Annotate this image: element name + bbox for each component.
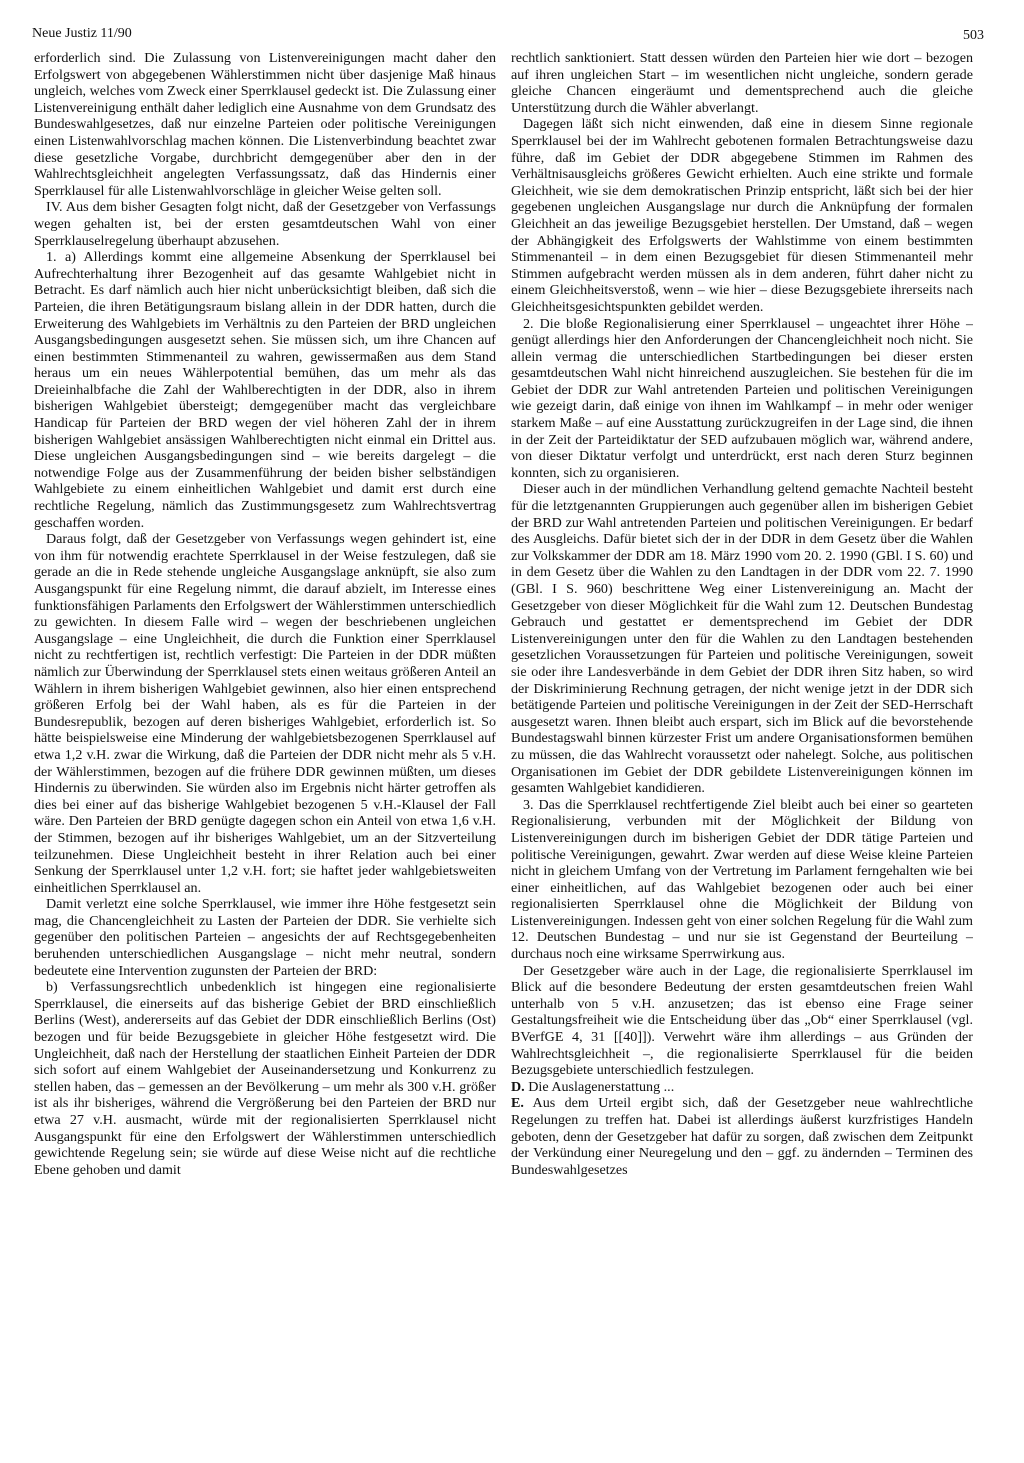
paragraph: 3. Das die Sperrklausel rechtfertigende Ziel bleibt auch bei einer so gearteten Regionalisierung, verbunden mit der Möglichkeit der Bildung von Listenvereinigungen durch im bisherigen Gebiet der DDR tätige Parteien und politische Vereinigungen, gewahrt. Zwar werden auf diese Weise kleine Parteien nicht in gleichem Umfang von der Vertretung im Parlament ferngehalten wie bei einer einheitlichen, auf das Wahlgebiet bezogenen oder auch bei einer regionalisierten Sperrklausel ohne die Möglichkeit der Bildung von Listenvereinigungen. Indessen geht von einer solchen Regelung für die Wahl zum 12. Deutschen Bundestag – und nur sie ist Gegenstand der Beurteilung – durchaus noch eine wirksame Sperrwirkung aus. xyxy=(511,796,973,963)
section-e xyxy=(511,1095,973,1178)
paragraph: Daraus folgt, daß der Gesetzgeber von Verfassungs wegen gehindert ist, eine von ihm für notwendig erachtete Sperrklausel in der Weise festzulegen, daß sie gerade an die in Rede stehende ungleiche Ausgangslage anknüpft, sie also zum Ausgangspunkt für eine Regelung nimmt, die darauf abzielt, im Interesse eines funktionsfähigen Parlaments den Erfolgswert der Wählerstimmen unterschiedlich zu gewichten. In diesem Falle wird – wegen der beschriebenen ungleichen Ausgangslage – eine Ungleichheit, die durch die Funktion einer Sperrklausel nicht zu rechtfertigen ist, rechtlich verfestigt: Die Parteien in der DDR müßten nämlich zur Überwindung der Sperrklausel stets einen weitaus größeren Anteil an Wählern in ihrem bisherigen Wahlgebiet gewinnen, also hier einen entsprechend größeren Erfolg bei der Wahl haben, als es für die Parteien in der Bundesrepublik, bezogen auf deren bisheriges Wahlgebiet, erforderlich ist. So hätte beispielsweise eine Minderung der wahlgebietsbezogenen Sperrklausel auf etwa 1,2 v.H. zwar die Wirkung, daß die Parteien der DDR nicht mehr als 5 v.H. der Wählerstimmen, bezogen auf die frühere DDR gewinnen müßten, um dieses Hindernis zu überwinden. Sie würden also im Ergebnis nicht härter getroffen als dies bei einer auf das bisherige Wahlgebiet bezogenen 5 v.H.-Klausel der Fall wäre. Den Parteien der BRD genügte dagegen schon ein Anteil von etwa 1,6 v.H. der Stimmen, bezogen auf ihr bisheriges Wahlgebiet, um an der Sitzverteilung teilzunehmen. Diese Ungleichheit besteht in ihrer Relation auch bei einer Senkung der Sperrklausel unter 1,2 v.H. fort; sie haftet jeder wahlgebietsweiten einheitlichen Sperrklausel an. xyxy=(34,531,496,896)
section-text: Aus dem Urteil ergibt sich, daß der Gesetzgeber neue wahlrechtliche Regelungen zu treffen hat. Dabei ist allerdings äußerst kurzfristiges Handeln geboten, denn der Gesetzgeber hat dafür zu sorgen, daß zwischen dem Zeitpunkt der Verkündung einer Neuregelung und den – ggf. zu ändernden – Terminen des Bundeswahlgesetzes xyxy=(511,1095,973,1178)
paragraph: b) Verfassungsrechtlich unbedenklich ist hingegen eine regionalisierte Sperrklausel, die einerseits auf das bisherige Gebiet der BRD einschließlich Berlins (West), andererseits auf das Gebiet der DDR einschließlich Berlins (Ost) bezogen und für beide Bezugsgebiete in gleicher Höhe festgesetzt wird. Die Ungleichheit, daß nach der Herstellung der staatlichen Einheit Parteien der DDR sich sofort auf einem Wahlgebiet der Auseinandersetzung und Konkurrenz zu stellen haben, das – gemessen an der Bevölkerung – um mehr als 300 v.H. größer ist als ihr bisheriges, während die Vergrößerung bei den Parteien der BRD nur etwa 27 v.H. ausmacht, würde mit der regionalisierten Sperrklausel nicht Ausgangspunkt für eine den Erfolgswert der Wählerstimmen unterschiedlich gewichtende Regelung sein; sie würde auf diese Weise nicht auf die rechtliche Ebene gehoben und damit xyxy=(34,979,496,1178)
paragraph: erforderlich sind. Die Zulassung von Listenvereinigungen macht daher den Erfolgswert von abgegebenen Wählerstimmen nicht über dasjenige Maß hinaus ungleich, welches vom Zweck einer Sperrklausel gedeckt ist. Die Zulassung einer Listenvereinigung enthält daher lediglich eine Ausnahme von dem Grundsatz des Bundeswahlgesetzes, daß nur einzelne Parteien oder politische Vereinigungen einen Listenwahlvorschlag machen können. Die Listenverbindung beachtet zwar diese gesetzliche Vorgabe, durchbricht demgegenüber aber den in der Wahlrechtsgleichheit angelegten Verfassungssatz, daß das Hindernis einer Sperrklausel für alle Listenwahlvorschläge in gleicher Weise gelten soll. xyxy=(34,50,496,199)
section-text: Die Auslagenerstattung ... xyxy=(524,1078,675,1095)
paragraph: Dieser auch in der mündlichen Verhandlung geltend gemachte Nachteil besteht für die letztgenannten Gruppierungen auch gegenüber allen im bisherigen Gebiet der BRD zur Wahl antretenden Parteien und politischen Vereinigungen. Er bedarf des Ausgleichs. Dafür bietet sich der in der DDR in dem Gesetz über die Wahlen zur Volkskammer der DDR am 18. März 1990 vom 20. 2. 1990 (GBl. I S. 60) und in dem Gesetz über die Wahlen zu den Landtagen in der DDR vom 22. 7. 1990 (GBl. I S. 960) beschrittene Weg einer Listenvereinigung an. Macht der Gesetzgeber von dieser Möglichkeit für die Wahl zum 12. Deutschen Bundestag Gebrauch und gestattet er dementsprechend im Gebiet der DDR Listenvereinigungen unter den für die Wahlen zu den Landtagen bestehenden gesetzlichen Voraussetzungen für Parteien und politische Vereinigungen, soweit sie oder ihre Landesverbände in dem Gebiet der DDR ihren Sitz haben, so wird der Diskriminierung Rechnung getragen, der nicht wenige jetzt in der DDR sich betätigende Parteien und politische Vereinigungen in der Zeit der SED-Herrschaft ausgesetzt waren. Ihnen bleibt auch erspart, sich im Blick auf die bevorstehende Bundestagswahl binnen kürzester Frist um andere Organisationsformen bemühen zu müssen, die das Wahlrecht voraussetzt oder nahelegt. Solche, aus politischen Organisationen im Gebiet der DDR gebildete Listenvereinigungen können im gesamten Wahlgebiet kandidieren. xyxy=(511,481,973,797)
paragraph: Dagegen läßt sich nicht einwenden, daß eine in diesem Sinne regionale Sperrklausel bei der im Wahlrecht gebotenen formalen Betrachtungsweise dazu führe, daß im Gebiet der DDR abgegebene Stimmen im Rahmen des Verhältnisausgleichs größeres Gewicht erhielten. Auch eine strikte und formale Gleichheit, wie sie dem demokratischen Prinzip entspricht, läßt sich bei der hier gegebenen ungleichen Ausgangslage nur durch die Anknüpfung der formalen Gleichheit an das jeweilige Bezugsgebiet herstellen. Der Umstand, daß – wegen der Abhängigkeit des Erfolgswerts der Wahlstimme von einem bestimmten Stimmenanteil – in dem einen Bezugsgebiet für diesen Stimmenanteil mehr Stimmen aufgebracht werden müssen als in dem anderen, führt daher nicht zu einem Gleichheitsverstoß, wenn – wie hier – diese Bezugsgebiete ihrerseits nach Gleichheitsgesichtspunkten gebildet werden. xyxy=(511,116,973,315)
paragraph: 1. a) Allerdings kommt eine allgemeine Absenkung der Sperrklausel bei Aufrechterhaltung ihrer Bezogenheit auf das gesamte Wahlgebiet nicht in Betracht. Es darf nämlich auch hier nicht unberücksichtigt bleiben, daß sich die Parteien, die ihren Betätigungsraum bislang allein in der DDR hatten, durch die Erweiterung des Wahlgebiets im Verhältnis zu den Parteien der BRD ungleichen Ausgangsbedingungen ausgesetzt sehen. Sie müssen sich, um ihre Chancen auf einen bestimmten Stimmenanteil zu wahren, gewissermaßen aus dem Stand heraus um ein neues Wählerpotential bemühen, das um mehr als das Dreieinhalbfache die Zahl der Wahlberechtigten in der DDR, also in ihrem bisherigen Wahlgebiet übersteigt; demgegenüber macht das vergleichbare Handicap für Parteien der BRD wegen der viel höheren Zahl der in ihrem bisherigen Wahlgebiet ansässigen Wahlberechtigten nicht einmal ein Drittel aus. Diese ungleichen Ausgangsbedingungen sind – wie bereits dargelegt – die notwendige Folge aus der Zusammenführung der beiden bisher selbständigen Wahlgebiete zu einem einheitlichen Wahlgebiet und damit erst durch eine rechtliche Regelung, nämlich das Zustimmungsgesetz zum Wahlrechtsvertrag geschaffen worden. xyxy=(34,249,496,531)
paragraph: Der Gesetzgeber wäre auch in der Lage, die regionalisierte Sperrklausel im Blick auf die besondere Bedeutung der ersten gesamtdeutschen freien Wahl unterhalb von 5 v.H. anzusetzen; das ist ebenso eine Frage seiner Gestaltungsfreiheit wie die Entscheidung über das „Ob“ einer Sperrklausel (vgl. BVerfGE 4, 31 [[40]]). Verwehrt wäre ihm allerdings – aus Gründen der Wahlrechtsgleichheit –, die regionalisierte Sperrklausel für die beiden Bezugsgebiete unterschiedlich festzulegen. xyxy=(511,962,973,1079)
journal-title: Neue Justiz 11/90 xyxy=(32,26,132,41)
paragraph: rechtlich sanktioniert. Statt dessen würden den Parteien hier wie dort – bezogen auf ihren ungleichen Start – im wesentlichen nicht ungleiche, sondern gerade gleiche Chancen eingeräumt und dementsprechend auch die gleiche Unterstützung durch die Wähler abverlangt. xyxy=(511,50,973,116)
paragraph: Damit verletzt eine solche Sperrklausel, wie immer ihre Höhe festgesetzt sein mag, die Chancengleichheit zu Lasten der Parteien der DDR. Sie verhielte sich gegenüber den politischen Parteien – angesichts der auf Rechtsgegebenheiten beruhenden unterschiedlichen Ausgangslage – nicht mehr neutral, sondern bedeutete eine Intervention zugunsten der Parteien der BRD: xyxy=(34,896,496,979)
page-header xyxy=(32,18,984,42)
paragraph: IV. Aus dem bisher Gesagten folgt nicht, daß der Gesetzgeber von Verfassungs wegen gehalten ist, bei der ersten gesamtdeutschen Wahl von einer Sperrklauselregelung überhaupt abzusehen. xyxy=(34,199,496,249)
page-number: 503 xyxy=(963,28,984,43)
paragraph: 2. Die bloße Regionalisierung einer Sperrklausel – ungeachtet ihrer Höhe – genügt allerdings hier den Anforderungen der Chancengleichheit noch nicht. Sie allein vermag die unterschiedlichen Startbedingungen bei dieser ersten gesamtdeutschen Wahl nicht hinreichend auszugleichen. Sie bestehen für die im Gebiet der DDR zur Wahl antretenden Parteien und politischen Vereinigungen wie gezeigt darin, daß einige von ihnen im Wahlkampf – in mehr oder weniger starkem Maße – auf eine Ausstattung zurückzugreifen in der Lage sind, die ihnen in der Zeit der Parteidiktatur der SED aufzubauen möglich war, während andere, von dieser Diktatur verfolgt und unterdrückt, erst nach deren Sturz beginnen konnten, sich zu organisieren. xyxy=(511,315,973,481)
section-label: E. xyxy=(511,1095,524,1112)
section-label: D. xyxy=(511,1078,525,1095)
right-column xyxy=(511,50,973,1445)
left-column xyxy=(34,50,496,1445)
section-d xyxy=(511,1079,973,1096)
